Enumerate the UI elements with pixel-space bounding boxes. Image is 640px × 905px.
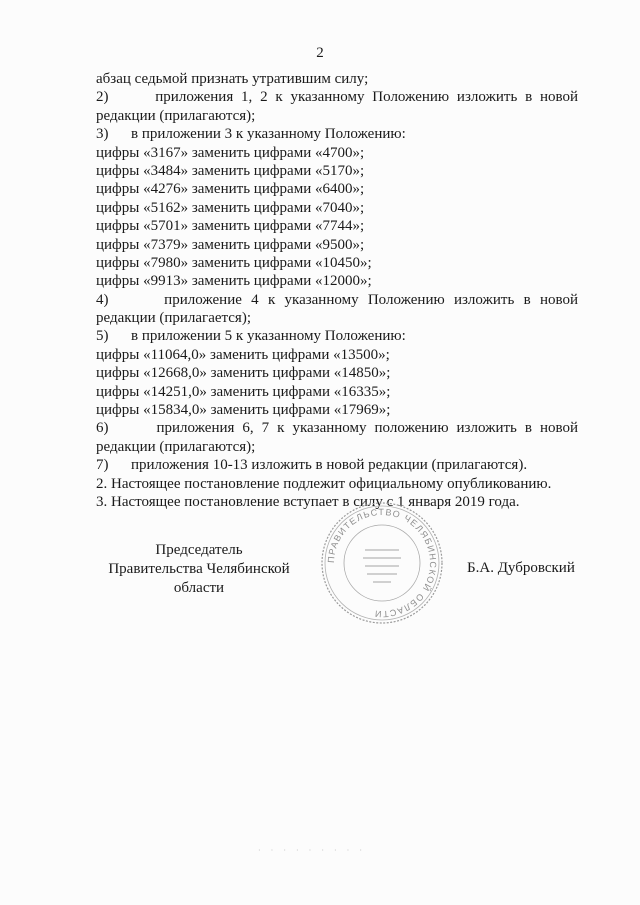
paragraph-line: цифры «7379» заменить цифрами «9500»;: [96, 236, 365, 253]
paragraph-line: [96, 88, 578, 106]
paragraph-line: цифры «15834,0» заменить цифрами «17969»;: [96, 402, 391, 419]
paragraph-line: редакции (прилагаются);: [96, 107, 256, 124]
paragraph-line: цифры «9913» заменить цифрами «12000»;: [96, 273, 372, 290]
seal-ring-text: ПРАВИТЕЛЬСТВО ЧЕЛЯБИНСКОЙ ОБЛАСТИ: [325, 506, 439, 620]
line-text: 2) приложения 1, 2 к указанному Положению изложить в новой: [96, 89, 578, 106]
svg-text:ПРАВИТЕЛЬСТВО ЧЕЛЯБИНСКОЙ ОБЛА: [326, 507, 438, 619]
paragraph-line: редакции (прилагается);: [96, 310, 251, 327]
paragraph-line: цифры «14251,0» заменить цифрами «16335»;: [96, 383, 391, 400]
signatory-name: Б.А. Дубровский: [467, 560, 575, 576]
paragraph-line: 3. Настоящее постановление вступает в силу с 1 января 2019 года.: [96, 493, 520, 510]
paragraph-line: 2. Настоящее постановление подлежит официальному опубликованию.: [96, 475, 552, 492]
paragraph-line: цифры «12668,0» заменить цифрами «14850»;: [96, 365, 391, 382]
paragraph-line: [96, 291, 578, 309]
official-seal-stamp: [319, 500, 445, 626]
paragraph-line: цифры «3167» заменить цифрами «4700»;: [96, 144, 365, 161]
paragraph-line: редакции (прилагаются);: [96, 438, 256, 455]
paragraph-line: цифры «5162» заменить цифрами «7040»;: [96, 199, 365, 216]
paragraph-line: [96, 419, 578, 437]
paragraph-line: 5) в приложении 5 к указанному Положению:: [96, 328, 406, 345]
line-text: 6) приложения 6, 7 к указанному положению изложить в новой: [96, 420, 578, 437]
paragraph-line: абзац седьмой признать утратившим силу;: [96, 71, 369, 87]
paragraph-line: 3) в приложении 3 к указанному Положению:: [96, 126, 406, 143]
scan-artifact: · · · · · · · · ·: [258, 846, 366, 855]
page-number: 2: [316, 45, 324, 61]
paragraph-line: цифры «11064,0» заменить цифрами «13500»;: [96, 346, 390, 363]
paragraph-line: 7) приложения 10-13 изложить в новой редакции (прилагаются).: [96, 457, 528, 474]
position-line-1: Председатель: [155, 542, 243, 558]
signatory-position: [84, 541, 314, 598]
paragraph-line: цифры «7980» заменить цифрами «10450»;: [96, 254, 372, 271]
paragraph-line: цифры «5701» заменить цифрами «7744»;: [96, 218, 365, 235]
document-body: [96, 70, 578, 511]
paragraph-line: цифры «3484» заменить цифрами «5170»;: [96, 162, 365, 179]
line-text: 4) приложение 4 к указанному Положению изложить в новой: [96, 291, 578, 308]
position-line-2: Правительства Челябинской области: [108, 561, 290, 596]
paragraph-line: цифры «4276» заменить цифрами «6400»;: [96, 181, 365, 198]
